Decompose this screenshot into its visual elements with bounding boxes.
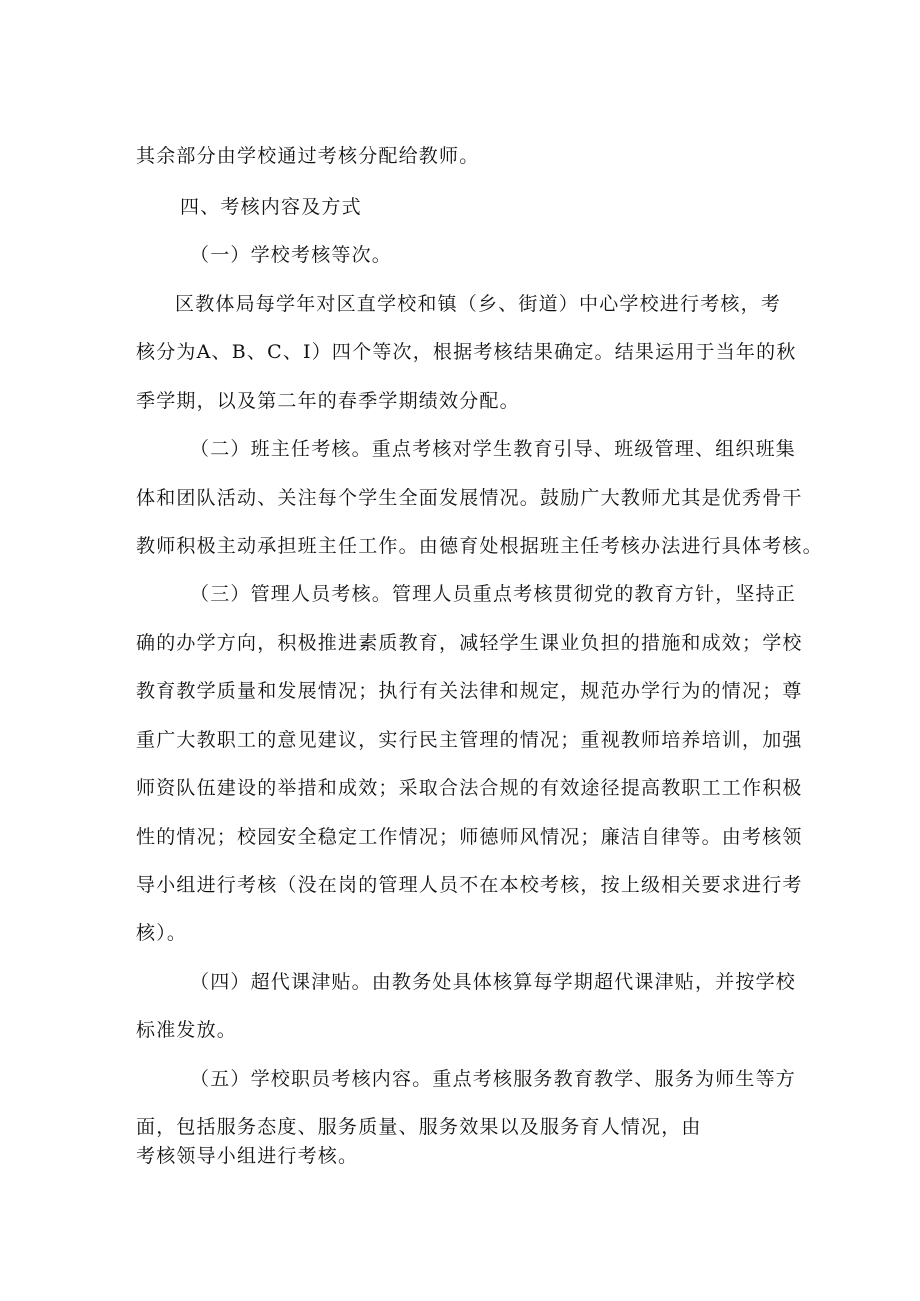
paragraph-line: 性的情况；校园安全稳定工作情况；师德师风情况；廉洁自律等。由考核领 — [136, 826, 803, 848]
paragraph-line: 师资队伍建设的举措和成效；采取合法合规的有效途径提高教职工工作积极 — [136, 777, 803, 799]
paragraph-line: 面，包括服务态度、服务质量、服务效果以及服务育人情况，由 — [136, 1116, 702, 1138]
paragraph-line: 核分为A、B、C、I）四个等次，根据考核结果确定。结果运用于当年的秋 — [136, 341, 797, 363]
paragraph-line: 导小组进行考核（没在岗的管理人员不在本校考核，按上级相关要求进行考 — [136, 874, 803, 896]
subsection-heading: （一）学校考核等次。 — [190, 244, 393, 266]
paragraph-line: 体和团队活动、关注每个学生全面发展情况。鼓励广大教师尤其是优秀骨干 — [136, 487, 803, 509]
paragraph-line: （三）管理人员考核。管理人员重点考核贯彻党的教育方针，坚持正 — [190, 583, 797, 605]
paragraph-line: 确的办学方向，积极推进素质教育，减轻学生课业负担的措施和成效；学校 — [136, 632, 803, 654]
paragraph-line: 重广大教职工的意见建议，实行民主管理的情况；重视教师培养培训，加强 — [136, 729, 803, 751]
paragraph-line: 标准发放。 — [136, 1019, 238, 1041]
paragraph-line: （四）超代课津贴。由教务处具体核算每学期超代课津贴，并按学校 — [190, 971, 797, 993]
paragraph-line: （五）学校职员考核内容。重点考核服务教育教学、服务为师生等方 — [190, 1068, 797, 1090]
paragraph-line: 教育教学质量和发展情况；执行有关法律和规定，规范办学行为的情况；尊 — [136, 680, 803, 702]
paragraph-line: （二）班主任考核。重点考核对学生教育引导、班级管理、组织班集 — [190, 438, 797, 460]
section-heading: 四、考核内容及方式 — [180, 196, 362, 218]
paragraph-line: 季学期，以及第二年的春季学期绩效分配。 — [136, 390, 520, 412]
paragraph-line: 区教体局每学年对区直学校和镇（乡、街道）中心学校进行考核，考 — [175, 293, 782, 315]
paragraph-line: 其余部分由学校通过考核分配给教师。 — [136, 145, 480, 167]
paragraph-line: 教师积极主动承担班主任工作。由德育处根据班主任考核办法进行具体考核。 — [136, 535, 823, 557]
paragraph-line: 核）。 — [136, 922, 188, 944]
paragraph-line: 考核领导小组进行考核。 — [136, 1145, 359, 1167]
